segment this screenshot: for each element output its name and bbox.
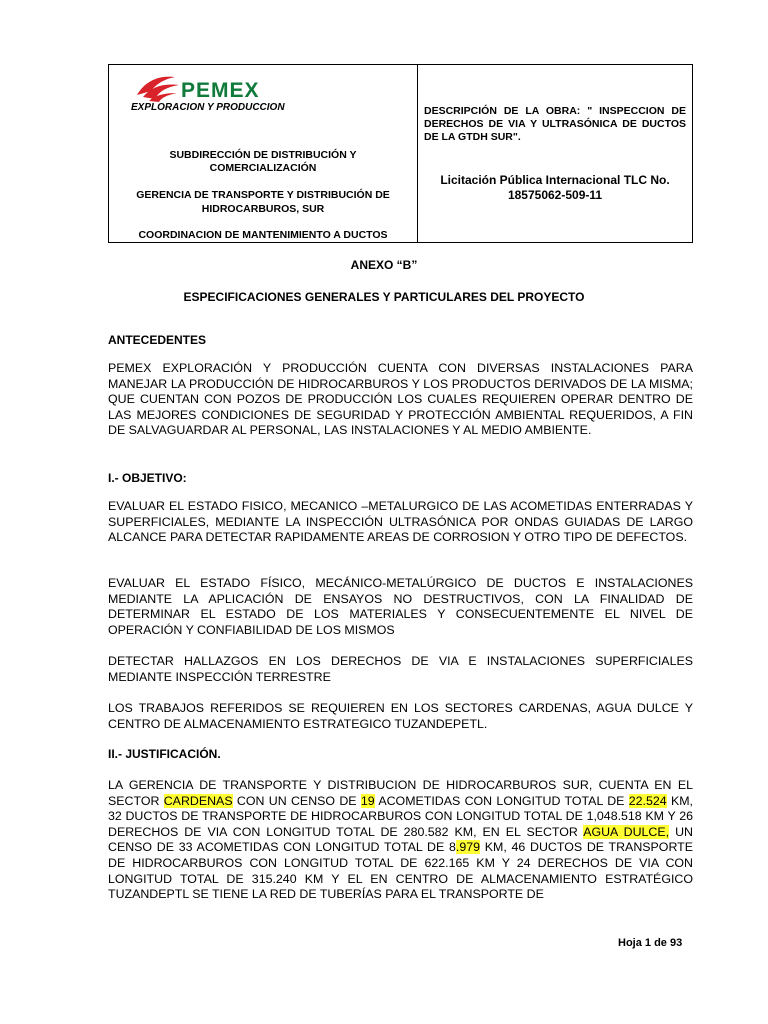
justificacion-text-5: UN CENSO DE 33 ACOMETIDAS CON LONGITUD TOTAL DE 8 (108, 824, 693, 855)
pemex-eagle-icon (135, 71, 181, 103)
anexo-title: ANEXO “B” (350, 258, 418, 272)
justificacion-text-4: KM, 32 DUCTOS DE TRANSPORTE DE HIDROCARBUROS CON LONGITUD TOTAL DE 1,048.518 KM Y 26 DERECHOS DE VIA CON LONGITUD TOTAL DE 280.582 KM, EN EL SECTOR (108, 793, 693, 839)
objetivo-paragraph-2: EVALUAR EL ESTADO FÍSICO, MECÁNICO-METALÚRGICO DE DUCTOS E INSTALACIONES MEDIANTE LA APLICACIÓN DE ENSAYOS NO DESTRUCTIVOS, CON LA FINALIDAD DE DETERMINAR EL ESTADO DE LOS MATERIALES Y CONSECUENTEMENTE EL NIVEL DE OPERACIÓN Y CONFIABILIDAD DE LOS MISMOS (108, 576, 693, 637)
antecedentes-paragraph: PEMEX EXPLORACIÓN Y PRODUCCIÓN CUENTA CON DIVERSAS INSTALACIONES PARA MANEJAR LA PRODUCCIÓN DE HIDROCARBUROS Y LOS PRODUCTOS DERIVADOS DE LA MISMA; QUE CUENTAN CON POZOS DE PRODUCCIÓN LOS CUALES REQUIEREN OPERAR DENTRO DE LAS MEJORES CONDICIONES DE SEGURIDAD Y PROTECCIÓN AMBIENTAL REQUERIDOS, A FIN DE SALVAGUARDAR AL PERSONAL, LAS INSTALACIONES Y AL MEDIO AMBIENTE. (108, 361, 693, 438)
antecedentes-heading: ANTECEDENTES (108, 333, 207, 347)
spec-title: ESPECIFICACIONES GENERALES Y PARTICULARES DEL PROYECTO (183, 290, 585, 304)
header-table (108, 64, 693, 243)
highlight-cardenas: CARDENAS (163, 793, 233, 808)
objetivo-paragraph-3: DETECTAR HALLAZGOS EN LOS DERECHOS DE VIA E INSTALACIONES SUPERFICIALES MEDIANTE INSPECCIÓN TERRESTRE (108, 654, 693, 684)
coordinacion-line: COORDINACION DE MANTENIMIENTO A DUCTOS (138, 229, 388, 241)
highlight-19: 19 (360, 793, 375, 808)
justificacion-text-1: LA GERENCIA DE TRANSPORTE Y DISTRIBUCION DE HIDROCARBUROS SUR, CUENTA EN EL SECTOR (108, 778, 693, 808)
page-number: Hoja 1 de 93 (618, 937, 683, 949)
licitacion-line-2: 18575062-509-11 (507, 188, 603, 202)
objetivo-paragraph-1: EVALUAR EL ESTADO FISICO, MECANICO –METALURGICO DE LAS ACOMETIDAS ENTERRADAS Y SUPERFICIALES, MEDIANTE LA INSPECCIÓN ULTRASÓNICA POR ONDAS GUIADAS DE LARGO ALCANCE PARA DETECTAR RAPIDAMENTE AREAS DE CORROSION Y OTRO TIPO DE DEFECTOS. (108, 499, 693, 545)
subdireccion-line-1: SUBDIRECCIÓN DE DISTRIBUCIÓN Y (169, 149, 357, 161)
justificacion-text-2: CON UN CENSO DE (232, 793, 361, 808)
gerencia-line-1: GERENCIA DE TRANSPORTE Y DISTRIBUCIÓN DE (136, 189, 390, 201)
header-left-cell (109, 65, 418, 242)
licitacion (418, 173, 692, 203)
gerencia-line-2: HIDROCARBUROS, SUR (201, 203, 325, 215)
justificacion-paragraph (108, 778, 693, 903)
logo-subtitle: EXPLORACION Y PRODUCCION (131, 102, 285, 113)
justificacion-heading: II.- JUSTIFICACIÓN. (108, 747, 221, 761)
objetivo-paragraph-4: LOS TRABAJOS REFERIDOS SE REQUIEREN EN LOS SECTORES CARDENAS, AGUA DULCE Y CENTRO DE ALMACENAMIENTO ESTRATEGICO TUZANDEPETL. (108, 701, 693, 731)
logo-wordmark: PEMEX (181, 79, 260, 102)
objetivo-heading: I.- OBJETIVO: (108, 471, 187, 485)
justificacion-text-3: ACOMETIDAS CON LONGITUD TOTAL DE (374, 793, 629, 808)
pemex-logo (129, 69, 319, 113)
highlight-979: .979 (455, 840, 481, 855)
obra-description: DESCRIPCIÓN DE LA OBRA: " INSPECCION DE DERECHOS DE VIA Y ULTRASÓNICA DE DUCTOS DE LA GTDH SUR". (424, 105, 686, 143)
licitacion-line-1: Licitación Pública Internacional TLC No. (440, 173, 670, 187)
highlight-agua-dulce: AGUA DULCE, (583, 824, 670, 839)
header-right-cell (418, 65, 692, 242)
justificacion-text-6: KM, 46 DUCTOS DE TRANSPORTE DE HIDROCARBUROS CON LONGITUD TOTAL DE 622.165 KM Y 24 DERECHOS DE VIA CON LONGITUD TOTAL DE 315.240 KM Y EL EN CENTRO DE ALMACENAMIENTO ESTRATÉGICO TUZANDEPTL SE TIENE LA RED DE TUBERÍAS PARA EL TRANSPORTE DE (108, 840, 693, 902)
subdireccion-line-2: COMERCIALIZACIÓN (209, 162, 317, 174)
highlight-22524: 22.524 (628, 793, 667, 808)
